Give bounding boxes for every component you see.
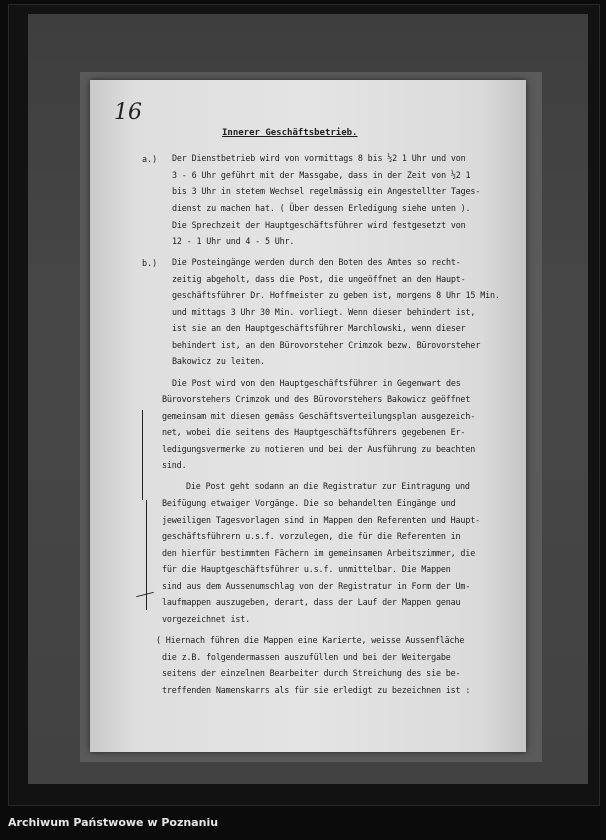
text-line: für die Hauptgeschäftsführer u.s.f. unmittelbar. Die Mappen <box>162 564 451 574</box>
text-line: Die Sprechzeit der Hauptgeschäftsführer wird festgesetzt von <box>172 220 466 230</box>
section-label-a: a.) <box>142 154 158 164</box>
text-line: net, wobei die seitens des Hauptgeschäftsführers gegebenen Er- <box>162 427 466 437</box>
text-line: ist sie an den Hauptgeschäftsführer Marchlowski, wenn dieser <box>172 323 466 333</box>
section-label-b: b.) <box>142 258 158 268</box>
text-line: zeitig abgeholt, dass die Post, die ungeöffnet an den Haupt- <box>172 274 466 284</box>
text-line: die z.B. folgendermassen auszufüllen und bei der Weitergabe <box>162 652 451 662</box>
text-line: Die Post wird von den Hauptgeschäftsführer in Gegenwart des <box>172 378 461 388</box>
text-line: und mittags 3 Uhr 30 Min. vorliegt. Wenn dieser behindert ist, <box>172 307 476 317</box>
text-line: 12 - 1 Uhr und 4 - 5 Uhr. <box>172 236 295 246</box>
text-line: Der Dienstbetrieb wird von vormittags 8 bis ½2 1 Uhr und von <box>172 153 466 163</box>
text-line: gemeinsam mit diesen gemäss Geschäftsverteilungsplan ausgezeich- <box>162 411 476 421</box>
text-line: treffenden Namenskarrs als für sie erledigt zu bezeichnen ist : <box>162 685 471 695</box>
text-line: ledigungsvermerke zu notieren und bei der Ausführung zu beachten <box>162 444 476 454</box>
text-line: vorgezeichnet ist. <box>162 614 251 624</box>
text-line: bis 3 Uhr in stetem Wechsel regelmässig ein Angestellter Tages- <box>172 186 481 196</box>
text-line: ( Hiernach führen die Mappen eine Karierte, weisse Aussenfläche <box>156 635 465 645</box>
document-page <box>90 80 526 752</box>
text-line: seitens der einzelnen Bearbeiter durch Streichung des sie be- <box>162 668 461 678</box>
margin-pencil-mark <box>142 410 143 500</box>
text-line: laufmappen auszugeben, derart, dass der Lauf der Mappen genau <box>162 597 461 607</box>
text-line: 3 - 6 Uhr geführt mit der Massgabe, dass in der Zeit von ½2 1 <box>172 170 471 180</box>
text-line: jeweiligen Tagesvorlagen sind in Mappen den Referenten und Haupt- <box>162 515 480 525</box>
margin-pencil-mark <box>136 592 154 597</box>
text-line: dienst zu machen hat. ( Über dessen Erledigung siehe unten ). <box>172 203 471 213</box>
text-line: Bakowicz zu leiten. <box>172 356 265 366</box>
text-line: geschäftsführern u.s.f. vorzulegen, die für die Referenten in <box>162 531 461 541</box>
page-number: 16 <box>114 100 142 125</box>
text-line: sind. <box>162 460 187 470</box>
text-line: den hierfür bestimmten Fächern im gemeinsamen Arbeitszimmer, die <box>162 548 476 558</box>
archive-caption: Archiwum Państwowe w Poznaniu <box>8 816 219 829</box>
text-line: sind aus dem Aussenumschlag von der Registratur in Form der Um- <box>162 581 471 591</box>
document-title: Innerer Geschäftsbetrieb. <box>222 128 358 138</box>
text-line: Die Post geht sodann an die Registratur zur Eintragung und <box>186 481 470 491</box>
text-line: Bürovorstehers Crimzok und des Bürovorstehers Bakowicz geöffnet <box>162 394 471 404</box>
text-line: geschäftsführer Dr. Hoffmeister zu geben ist, morgens 8 Uhr 15 Min. <box>172 290 500 300</box>
text-line: Beifügung etwaiger Vorgänge. Die so behandelten Eingänge und <box>162 498 456 508</box>
text-line: Die Posteingänge werden durch den Boten des Amtes so recht- <box>172 257 461 267</box>
text-line: behindert ist, an den Bürovorsteher Crimzok bezw. Bürovorsteher <box>172 340 481 350</box>
